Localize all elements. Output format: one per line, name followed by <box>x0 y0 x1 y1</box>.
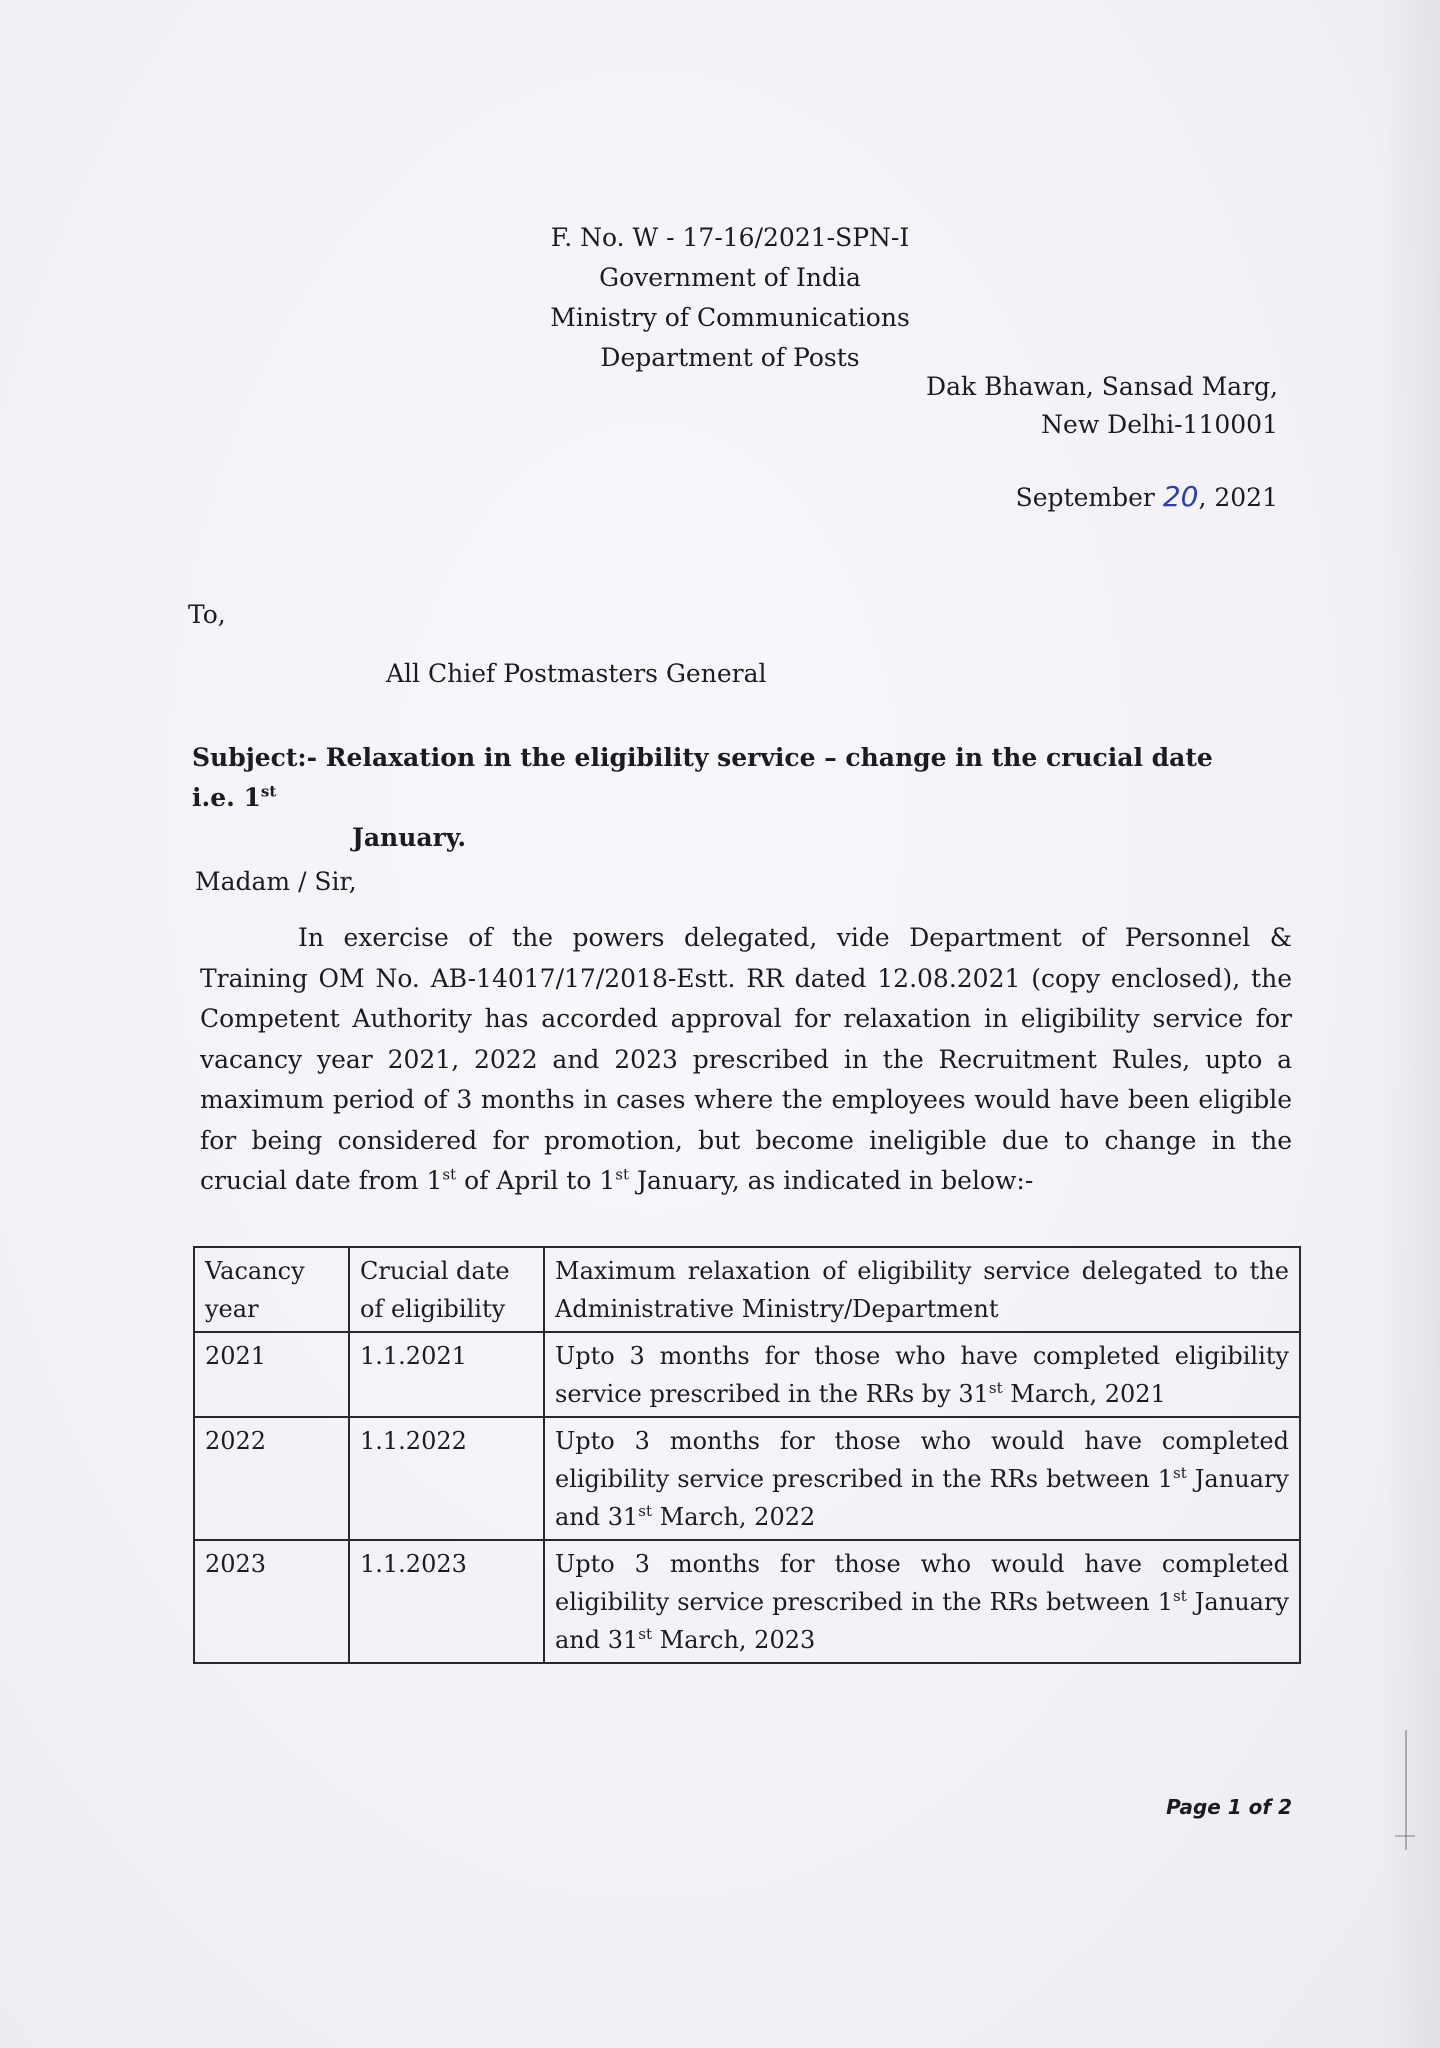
cell-year: 2022 <box>194 1417 349 1540</box>
cell-text-a: Upto 3 months for those who would have completed eligibility service prescribed in the RRs between 1 <box>555 1427 1289 1493</box>
cell-relaxation <box>544 1540 1300 1663</box>
subject-line-2: January. <box>352 823 467 852</box>
body-sup-1: st <box>442 1165 457 1184</box>
body-sup-2: st <box>615 1165 629 1184</box>
government-name: Government of India <box>599 263 861 292</box>
salutation: Madam / Sir, <box>195 867 357 896</box>
letter-date <box>1016 480 1278 513</box>
file-number: F. No. W - 17-16/2021-SPN-I <box>550 223 910 252</box>
letterhead <box>520 218 940 378</box>
cell-year: 2023 <box>194 1540 349 1663</box>
cell-date: 1.1.2023 <box>349 1540 544 1663</box>
body-text-2: of April to 1 <box>456 1166 616 1195</box>
address-line-1: Dak Bhawan, Sansad Marg, <box>926 372 1278 401</box>
cell-relaxation <box>544 1332 1300 1417</box>
table-row <box>194 1417 1300 1540</box>
header-max-relaxation: Maximum relaxation of eligibility service delegated to the Administrative Ministry/Department <box>544 1247 1300 1332</box>
department-name: Department of Posts <box>600 343 860 372</box>
table-row <box>194 1540 1300 1663</box>
office-address <box>926 368 1278 444</box>
header-vacancy-year: Vacancy year <box>194 1247 349 1332</box>
cell-relaxation <box>544 1417 1300 1540</box>
date-day-handwritten: 20 <box>1162 480 1199 513</box>
fold-mark-tick <box>1395 1835 1415 1837</box>
date-year: , 2021 <box>1198 483 1278 512</box>
cell-sup-a: st <box>1173 1587 1187 1605</box>
subject-sup: st <box>260 782 277 801</box>
body-text-1: In exercise of the powers delegated, vide Department of Personnel & Training OM No. AB-14017/17/2018-Estt. RR dated 12.08.2021 (copy enclosed), the Competent Authority has accorded approval for relaxation in eligibility service for vacancy year 2021, 2022 and 2023 prescribed in the Recruitment Rules, upto a maximum period of 3 months in cases where the employees would have been eligible for being considered for promotion, but become ineligible due to change in the crucial date from 1 <box>200 923 1292 1195</box>
table-row <box>194 1332 1300 1417</box>
cell-text-a: Upto 3 months for those who have completed eligibility service prescribed in the RRs by 31 <box>555 1342 1289 1408</box>
cell-sup-a: st <box>988 1379 1003 1397</box>
cell-text-b: March, 2021 <box>1002 1380 1166 1408</box>
cell-date: 1.1.2021 <box>349 1332 544 1417</box>
subject-text: Relaxation in the eligibility service – change in the crucial date i.e. 1 <box>192 743 1213 812</box>
header-crucial-date: Crucial date of eligibility <box>349 1247 544 1332</box>
body-text-3: January, as indicated in below:- <box>629 1166 1034 1195</box>
cell-sup-a: st <box>1173 1464 1187 1482</box>
subject-line <box>192 738 1242 858</box>
cell-text-c: March, 2022 <box>652 1503 816 1531</box>
page-number: Page 1 of 2 <box>1166 1795 1292 1819</box>
cell-sup-b: st <box>638 1625 653 1643</box>
body-paragraph <box>200 918 1292 1202</box>
to-label: To, <box>188 600 226 629</box>
date-month: September <box>1015 483 1155 512</box>
table-header-row <box>194 1247 1300 1332</box>
addressee: All Chief Postmasters General <box>386 659 767 688</box>
paper-edge-shadow <box>1380 0 1440 2048</box>
cell-text-b: January and 31 <box>555 1588 1289 1654</box>
cell-text-b: January and 31 <box>555 1465 1289 1531</box>
cell-text-c: March, 2023 <box>652 1626 816 1654</box>
cell-sup-b: st <box>638 1502 653 1520</box>
cell-text-a: Upto 3 months for those who would have completed eligibility service prescribed in the RRs between 1 <box>555 1550 1289 1616</box>
address-line-2: New Delhi-110001 <box>1041 410 1278 439</box>
ministry-name: Ministry of Communications <box>550 303 910 332</box>
fold-mark <box>1405 1730 1407 1850</box>
cell-date: 1.1.2022 <box>349 1417 544 1540</box>
eligibility-table <box>193 1246 1301 1664</box>
subject-label: Subject:- <box>192 743 318 772</box>
cell-year: 2021 <box>194 1332 349 1417</box>
